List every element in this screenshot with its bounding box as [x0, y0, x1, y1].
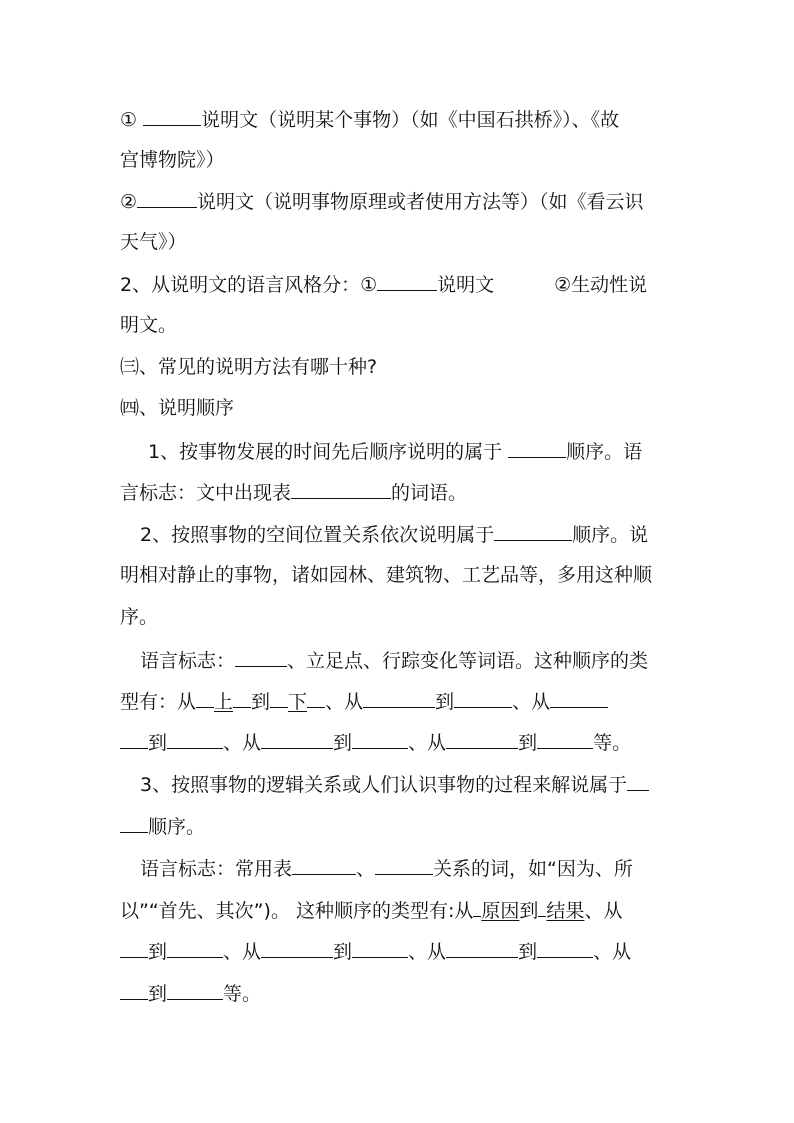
text-line-17: [120, 772, 680, 797]
fill-blank: [307, 689, 325, 708]
line-text: 、从: [223, 732, 262, 754]
fill-blank: [120, 730, 148, 749]
text-line-16: [120, 730, 680, 755]
line-text: 2、按照事物的空间位置关系依次说明属于: [140, 524, 495, 546]
answer-result: 结果: [546, 900, 585, 922]
line-text: 等。: [223, 983, 262, 1005]
text-line-22: [120, 981, 680, 1006]
fill-blank: [196, 689, 214, 708]
text-line-5: [120, 272, 680, 297]
line-text: 到: [518, 732, 538, 754]
line-text: 宫博物院》）: [120, 149, 225, 171]
fill-blank: [352, 939, 408, 958]
fill-blank: [537, 939, 593, 958]
line-text: 、从: [408, 732, 447, 754]
line-text: 到: [148, 732, 168, 754]
text-line-12: [120, 563, 680, 587]
fill-blank: [261, 730, 333, 749]
answer-down: 下: [288, 691, 308, 713]
fill-blank: [446, 730, 518, 749]
line-text: 到: [435, 691, 455, 713]
fill-blank: [375, 856, 433, 875]
line-text: 顺序。语: [566, 441, 643, 463]
line-text: 到: [148, 941, 168, 963]
fill-blank: [120, 981, 148, 1000]
line-text: 3、按照事物的逻辑关系或人们认识事物的过程来解说属于: [140, 774, 628, 796]
text-line-21: [120, 939, 680, 964]
line-text: 明相对静止的事物，诸如园林、建筑物、工艺品等，多用这种顺: [120, 564, 653, 586]
fill-blank: [120, 939, 148, 958]
line-text: ①: [120, 109, 144, 131]
text-line-14: [120, 648, 680, 673]
fill-blank: [550, 689, 608, 708]
line-text: 到: [251, 691, 271, 713]
line-text: 言标志：文中出现表: [120, 482, 292, 504]
fill-blank: [137, 189, 197, 208]
fill-blank: [363, 689, 435, 708]
line-text: 的词语。: [391, 482, 468, 504]
text-line-4: [120, 230, 680, 254]
line-text: 2、从说明文的语言风格分：①: [120, 274, 378, 296]
line-text: 语言标志：: [140, 650, 236, 672]
line-text: 等。: [593, 732, 632, 754]
line-text: 顺序。: [148, 816, 206, 838]
answer-up: 上: [214, 691, 234, 713]
line-text: 到: [333, 732, 353, 754]
line-text: 天气》）: [120, 231, 187, 253]
line-text: 关系的词，如“因为、所: [433, 858, 633, 880]
line-text: ②: [120, 191, 138, 213]
line-text: ②生动性说: [554, 274, 648, 296]
section-heading-3: [120, 355, 680, 379]
text-line-13: [120, 605, 680, 629]
fill-blank: [291, 480, 391, 499]
line-text: 说明文: [437, 274, 495, 296]
text-line-11: [120, 522, 680, 547]
line-text: ㈢、常见的说明方法有哪十种?: [120, 356, 378, 378]
fill-blank: [508, 439, 566, 458]
line-text: 型有：从: [120, 691, 197, 713]
answer-cause: 原因: [481, 900, 520, 922]
line-text: 、: [356, 858, 376, 880]
fill-blank: [352, 730, 408, 749]
line-text: 说明文（说明事物原理或者使用方法等）（如《看云识: [197, 191, 644, 213]
fill-blank: [446, 939, 518, 958]
text-line-1: [120, 107, 680, 132]
line-text: 、立足点、行踪变化等词语。这种顺序的类: [287, 650, 649, 672]
line-text: 说明文（说明某个事物）（如《中国石拱桥》）、《故: [201, 109, 620, 131]
text-line-20: [120, 898, 680, 923]
fill-blank: [537, 730, 593, 749]
fill-blank: [261, 939, 333, 958]
line-text: 顺序。说: [572, 524, 649, 546]
text-line-3: [120, 189, 680, 214]
fill-blank: [167, 981, 223, 1000]
fill-blank: [292, 856, 356, 875]
fill-blank: [233, 689, 251, 708]
line-text: 以”“首先、其次”)。 这种顺序的类型有:从: [120, 900, 474, 922]
line-text: 语言标志：常用表: [140, 858, 293, 880]
line-text: 到: [333, 941, 353, 963]
text-line-2: [120, 148, 680, 172]
text-line-15: [120, 689, 680, 714]
fill-blank: [235, 648, 287, 667]
fill-blank: [167, 730, 223, 749]
fill-blank: [167, 939, 223, 958]
text-line-6: [120, 313, 680, 337]
line-text: 、从: [408, 941, 447, 963]
fill-blank: [120, 814, 148, 833]
text-line-19: [120, 856, 680, 881]
line-text: 1、按事物发展的时间先后顺序说明的属于: [148, 441, 509, 463]
section-heading-4: [120, 396, 680, 420]
fill-blank: [454, 689, 512, 708]
line-text: 、从: [584, 900, 623, 922]
text-line-10: [120, 480, 680, 505]
line-text: 到: [518, 941, 538, 963]
fill-blank: [377, 272, 437, 291]
fill-blank: [270, 689, 288, 708]
text-line-18: [120, 814, 680, 839]
line-text: 、从: [593, 941, 632, 963]
fill-blank: [143, 107, 201, 126]
line-text: 序。: [120, 606, 159, 628]
fill-blank: [627, 772, 649, 791]
line-text: ㈣、说明顺序: [120, 397, 235, 419]
line-text: 、从: [223, 941, 262, 963]
line-text: 到: [148, 983, 168, 1005]
line-text: 到: [519, 900, 539, 922]
line-text: 明文。: [120, 314, 178, 336]
line-text: 、从: [512, 691, 551, 713]
line-text: 、从: [325, 691, 364, 713]
text-line-9: [120, 439, 680, 464]
fill-blank: [494, 522, 572, 541]
